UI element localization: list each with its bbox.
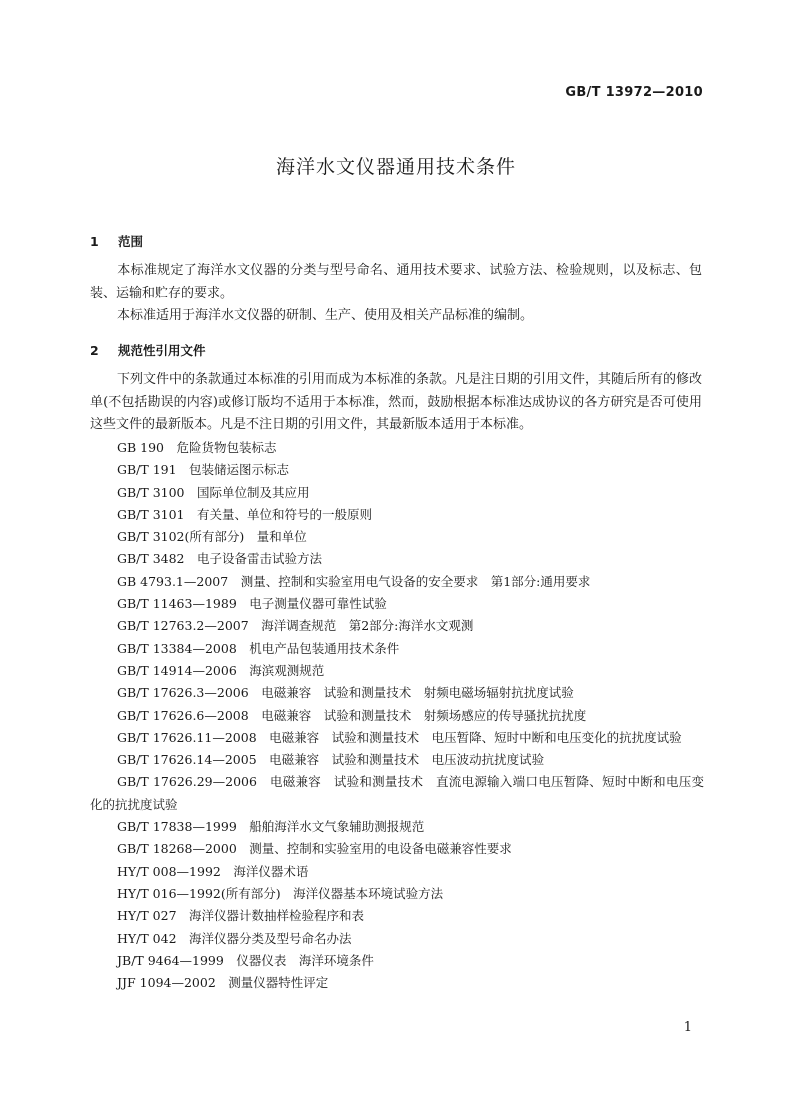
reference-list [90,437,707,994]
reference-item: GB/T 3100 国际单位制及其应用 [117,484,310,500]
reference-item: GB/T 191 包装储运图示标志 [117,462,290,478]
reference-item: GB/T 3482 电子设备雷击试验方法 [117,551,323,567]
reference-item: GB/T 14914—2006 海滨观测规范 [117,662,325,678]
section-2-number: 2 [90,343,99,358]
reference-item: GB/T 17626.14—2005 电磁兼容 试验和测量技术 电压波动抗扰度试验 [117,752,545,768]
reference-item: GB 4793.1—2007 测量、控制和实验室用电气设备的安全要求 第1部分:通用要求 [117,573,591,589]
section-1-heading [90,232,143,250]
reference-item: GB/T 17626.29—2006 电磁兼容 试验和测量技术 直流电源输入端口电压暂降、短时中断和电压变化的抗扰度试验 [90,774,704,812]
section-1-paragraph-2: 本标准适用于海洋水文仪器的研制、生产、使用及相关产品标准的编制。 [117,308,534,323]
section-1-number: 1 [90,234,99,249]
reference-item: GB/T 18268—2000 测量、控制和实验室用的电设备电磁兼容性要求 [117,841,512,857]
reference-item: GB/T 12763.2—2007 海洋调查规范 第2部分:海洋水文观测 [117,618,474,634]
reference-item: GB/T 17838—1999 船舶海洋水文气象辅助测报规范 [117,819,425,835]
section-1-paragraph-1: 本标准规定了海洋水文仪器的分类与型号命名、通用技术要求、试验方法、检验规则，以及标志、包装、运输和贮存的要求。 [90,263,702,301]
reference-item: GB/T 3102(所有部分) 量和单位 [117,529,307,545]
section-1-title: 范围 [118,234,144,249]
reference-item: JJF 1094—2002 测量仪器特性评定 [117,975,329,991]
reference-item: HY/T 008—1992 海洋仪器术语 [117,863,309,879]
section-2-heading [90,341,206,359]
reference-item: GB/T 11463—1989 电子测量仪器可靠性试验 [117,596,387,612]
reference-item: GB 190 危险货物包装标志 [117,440,277,455]
reference-item: GB/T 17626.6—2008 电磁兼容 试验和测量技术 射频场感应的传导骚扰抗扰度 [117,707,587,723]
document-title: 海洋水文仪器通用技术条件 [275,156,516,178]
page-number: 1 [683,1020,692,1035]
reference-item: HY/T 042 海洋仪器分类及型号命名办法 [117,930,352,946]
reference-item: GB/T 17626.3—2006 电磁兼容 试验和测量技术 射频电磁场辐射抗扰度试验 [117,685,574,701]
reference-item: GB/T 13384—2008 机电产品包装通用技术条件 [117,640,400,656]
section-2-title: 规范性引用文件 [118,343,206,358]
reference-item: HY/T 027 海洋仪器计数抽样检验程序和表 [117,908,365,924]
standard-number: GB/T 13972—2010 [565,85,703,100]
reference-item: JB/T 9464—1999 仪器仪表 海洋环境条件 [117,952,374,968]
reference-item: GB/T 17626.11—2008 电磁兼容 试验和测量技术 电压暂降、短时中断和电压变化的抗扰度试验 [117,729,682,745]
reference-item: HY/T 016—1992(所有部分) 海洋仪器基本环境试验方法 [117,885,444,901]
reference-item: GB/T 3101 有关量、单位和符号的一般原则 [117,506,373,522]
section-2-intro: 下列文件中的条款通过本标准的引用而成为本标准的条款。凡是注日期的引用文件，其随后所有的修改单(不包括勘误的内容)或修订版均不适用于本标准，然而，鼓励根据本标准达成协议的各方研究是否可使用这些文件的最新版本。凡是不注日期的引用文件，其最新版本适用于本标准。 [90,372,703,432]
